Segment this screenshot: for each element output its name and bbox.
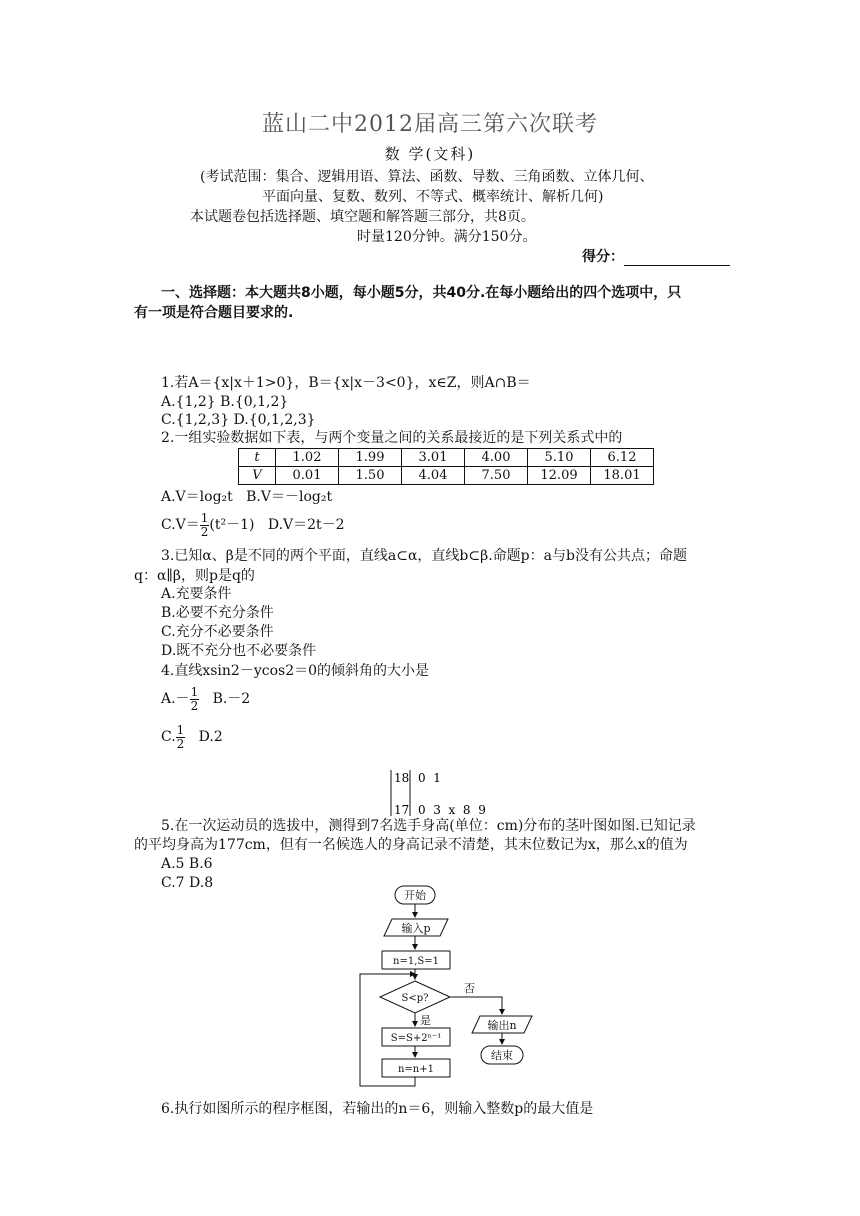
leaves-row-1: 0 1 <box>418 771 441 785</box>
table-row <box>239 449 654 467</box>
q5-options-row-2: C.7 D.8 <box>161 875 214 891</box>
q3-option-a: A.充要条件 <box>161 586 232 602</box>
exam-scope-line-1: (考试范围：集合、逻辑用语、算法、函数、导数、三角函数、立体几何、 <box>200 169 654 185</box>
fraction-numerator: 1 <box>176 722 185 737</box>
table-cell: 0.01 <box>276 467 339 485</box>
fraction-denominator: 2 <box>200 524 209 539</box>
q4-options-row-1 <box>161 684 250 714</box>
score-field <box>582 248 730 266</box>
q5-stem-line-2: 的平均身高为177cm，但有一名候选人的身高记录不清楚，其末位数记为x，那么x的值为 <box>134 837 688 853</box>
table-cell: t <box>239 449 276 467</box>
table-cell: 4.04 <box>402 467 465 485</box>
flow-update-n-label: n=n+1 <box>397 1064 435 1075</box>
table-cell: 12.09 <box>528 467 591 485</box>
flow-update-s-label: S=S+2ⁿ⁻¹ <box>390 1033 442 1044</box>
q4-option-c-fraction <box>176 724 186 751</box>
table-cell: 18.01 <box>591 467 654 485</box>
q2-option-c-suffix: (t²－1) <box>209 517 255 533</box>
q2-option-c-fraction <box>200 512 210 539</box>
q2-stem: 2.一组实验数据如下表，与两个变量之间的关系最接近的是下列关系式中的 <box>161 430 623 446</box>
q4-option-a-fraction <box>190 686 200 713</box>
stem-row-2: 17 <box>394 803 410 817</box>
table-cell: V <box>239 467 276 485</box>
q5-stem-line-1: 5.在一次运动员的选拔中，测得到7名选手身高(单位：cm)分布的茎叶图如图.已知记录 <box>161 818 696 834</box>
q1-stem: 1.若A＝{x|x＋1>0}，B＝{x|x－3<0}，x∈Z，则A∩B＝ <box>161 375 531 391</box>
flowchart <box>340 880 540 1100</box>
q1-options-row-2: C.{1,2,3} D.{0,1,2,3} <box>161 412 316 428</box>
stem-row-1: 18 <box>394 771 410 785</box>
score-label: 得分： <box>582 249 624 265</box>
fraction-numerator: 1 <box>200 510 209 525</box>
table-cell: 6.12 <box>591 449 654 467</box>
table-cell: 5.10 <box>528 449 591 467</box>
q2-options-row-1 <box>161 488 332 506</box>
page-title: 蓝山二中2012届高三第六次联考 <box>262 112 598 137</box>
q4-option-d: D.2 <box>198 729 223 745</box>
flow-start-label: 开始 <box>404 889 426 902</box>
q3-option-d: D.既不充分也不必要条件 <box>161 643 317 659</box>
flow-arrow-no <box>450 997 502 1014</box>
q3-stem-line-1: 3.已知α、β是不同的两个平面，直线a⊂α，直线b⊂β.命题p：a与b没有公共点；命题 <box>161 548 687 564</box>
flow-input-label: 输入p <box>401 922 431 935</box>
q3-option-c: C.充分不必要条件 <box>161 624 274 640</box>
q5-options-row-1: A.5 B.6 <box>161 856 213 872</box>
q4-stem: 4.直线xsin2－ycos2＝0的倾斜角的大小是 <box>161 663 430 679</box>
q2-data-table <box>238 448 654 485</box>
fraction-numerator: 1 <box>190 684 199 699</box>
section-heading-line-1: 一、选择题：本大题共8小题，每小题5分，共40分.在每小题给出的四个选项中，只 <box>161 285 682 301</box>
q2-options-row-2 <box>161 510 345 540</box>
table-cell: 1.02 <box>276 449 339 467</box>
exam-intro: 本试题卷包括选择题、填空题和解答题三部分，共8页。 <box>190 209 535 225</box>
stem-leaf-plot <box>386 766 516 818</box>
q4-option-c-prefix: C. <box>161 729 176 745</box>
table-row <box>239 467 654 485</box>
q4-option-b: B.－2 <box>212 691 251 707</box>
exam-scope-line-2: 平面向量、复数、数列、不等式、概率统计、解析几何) <box>262 189 604 205</box>
q2-option-d: D.V＝2t－2 <box>267 517 345 533</box>
flow-init-label: n=1,S=1 <box>393 956 439 967</box>
flow-end-label: 结束 <box>491 1049 513 1062</box>
flow-no-label: 否 <box>464 982 475 995</box>
leaves-row-2: 0 3 x 8 9 <box>418 803 486 817</box>
q1-options-row-1: A.{1,2} B.{0,1,2} <box>161 394 289 410</box>
subject-line: 数 学(文科) <box>384 145 476 163</box>
q4-options-row-2 <box>161 722 223 752</box>
flow-condition-label: S<p? <box>401 993 429 1004</box>
exam-time: 时量120分钟。满分150分。 <box>357 229 537 245</box>
q3-option-b: B.必要不充分条件 <box>161 605 274 621</box>
q4-option-a-prefix: A.－ <box>161 691 190 707</box>
table-cell: 1.99 <box>339 449 402 467</box>
table-cell: 4.00 <box>465 449 528 467</box>
table-cell: 1.50 <box>339 467 402 485</box>
q6-stem: 6.执行如图所示的程序框图，若输出的n＝6，则输入整数p的最大值是 <box>161 1101 594 1117</box>
q2-option-a: A.V＝log₂t <box>161 489 233 505</box>
q3-stem-line-2: q：α∥β，则p是q的 <box>134 568 255 584</box>
flow-yes-label: 是 <box>420 1014 431 1027</box>
q2-option-c-prefix: C.V＝ <box>161 517 200 533</box>
fraction-denominator: 2 <box>176 736 185 751</box>
table-cell: 3.01 <box>402 449 465 467</box>
table-cell: 7.50 <box>465 467 528 485</box>
flow-output-label: 输出n <box>487 1019 517 1032</box>
section-heading-line-2: 有一项是符合题目要求的. <box>134 305 294 321</box>
score-blank <box>624 251 730 266</box>
fraction-denominator: 2 <box>190 698 199 713</box>
q2-option-b: B.V＝－log₂t <box>246 489 333 505</box>
